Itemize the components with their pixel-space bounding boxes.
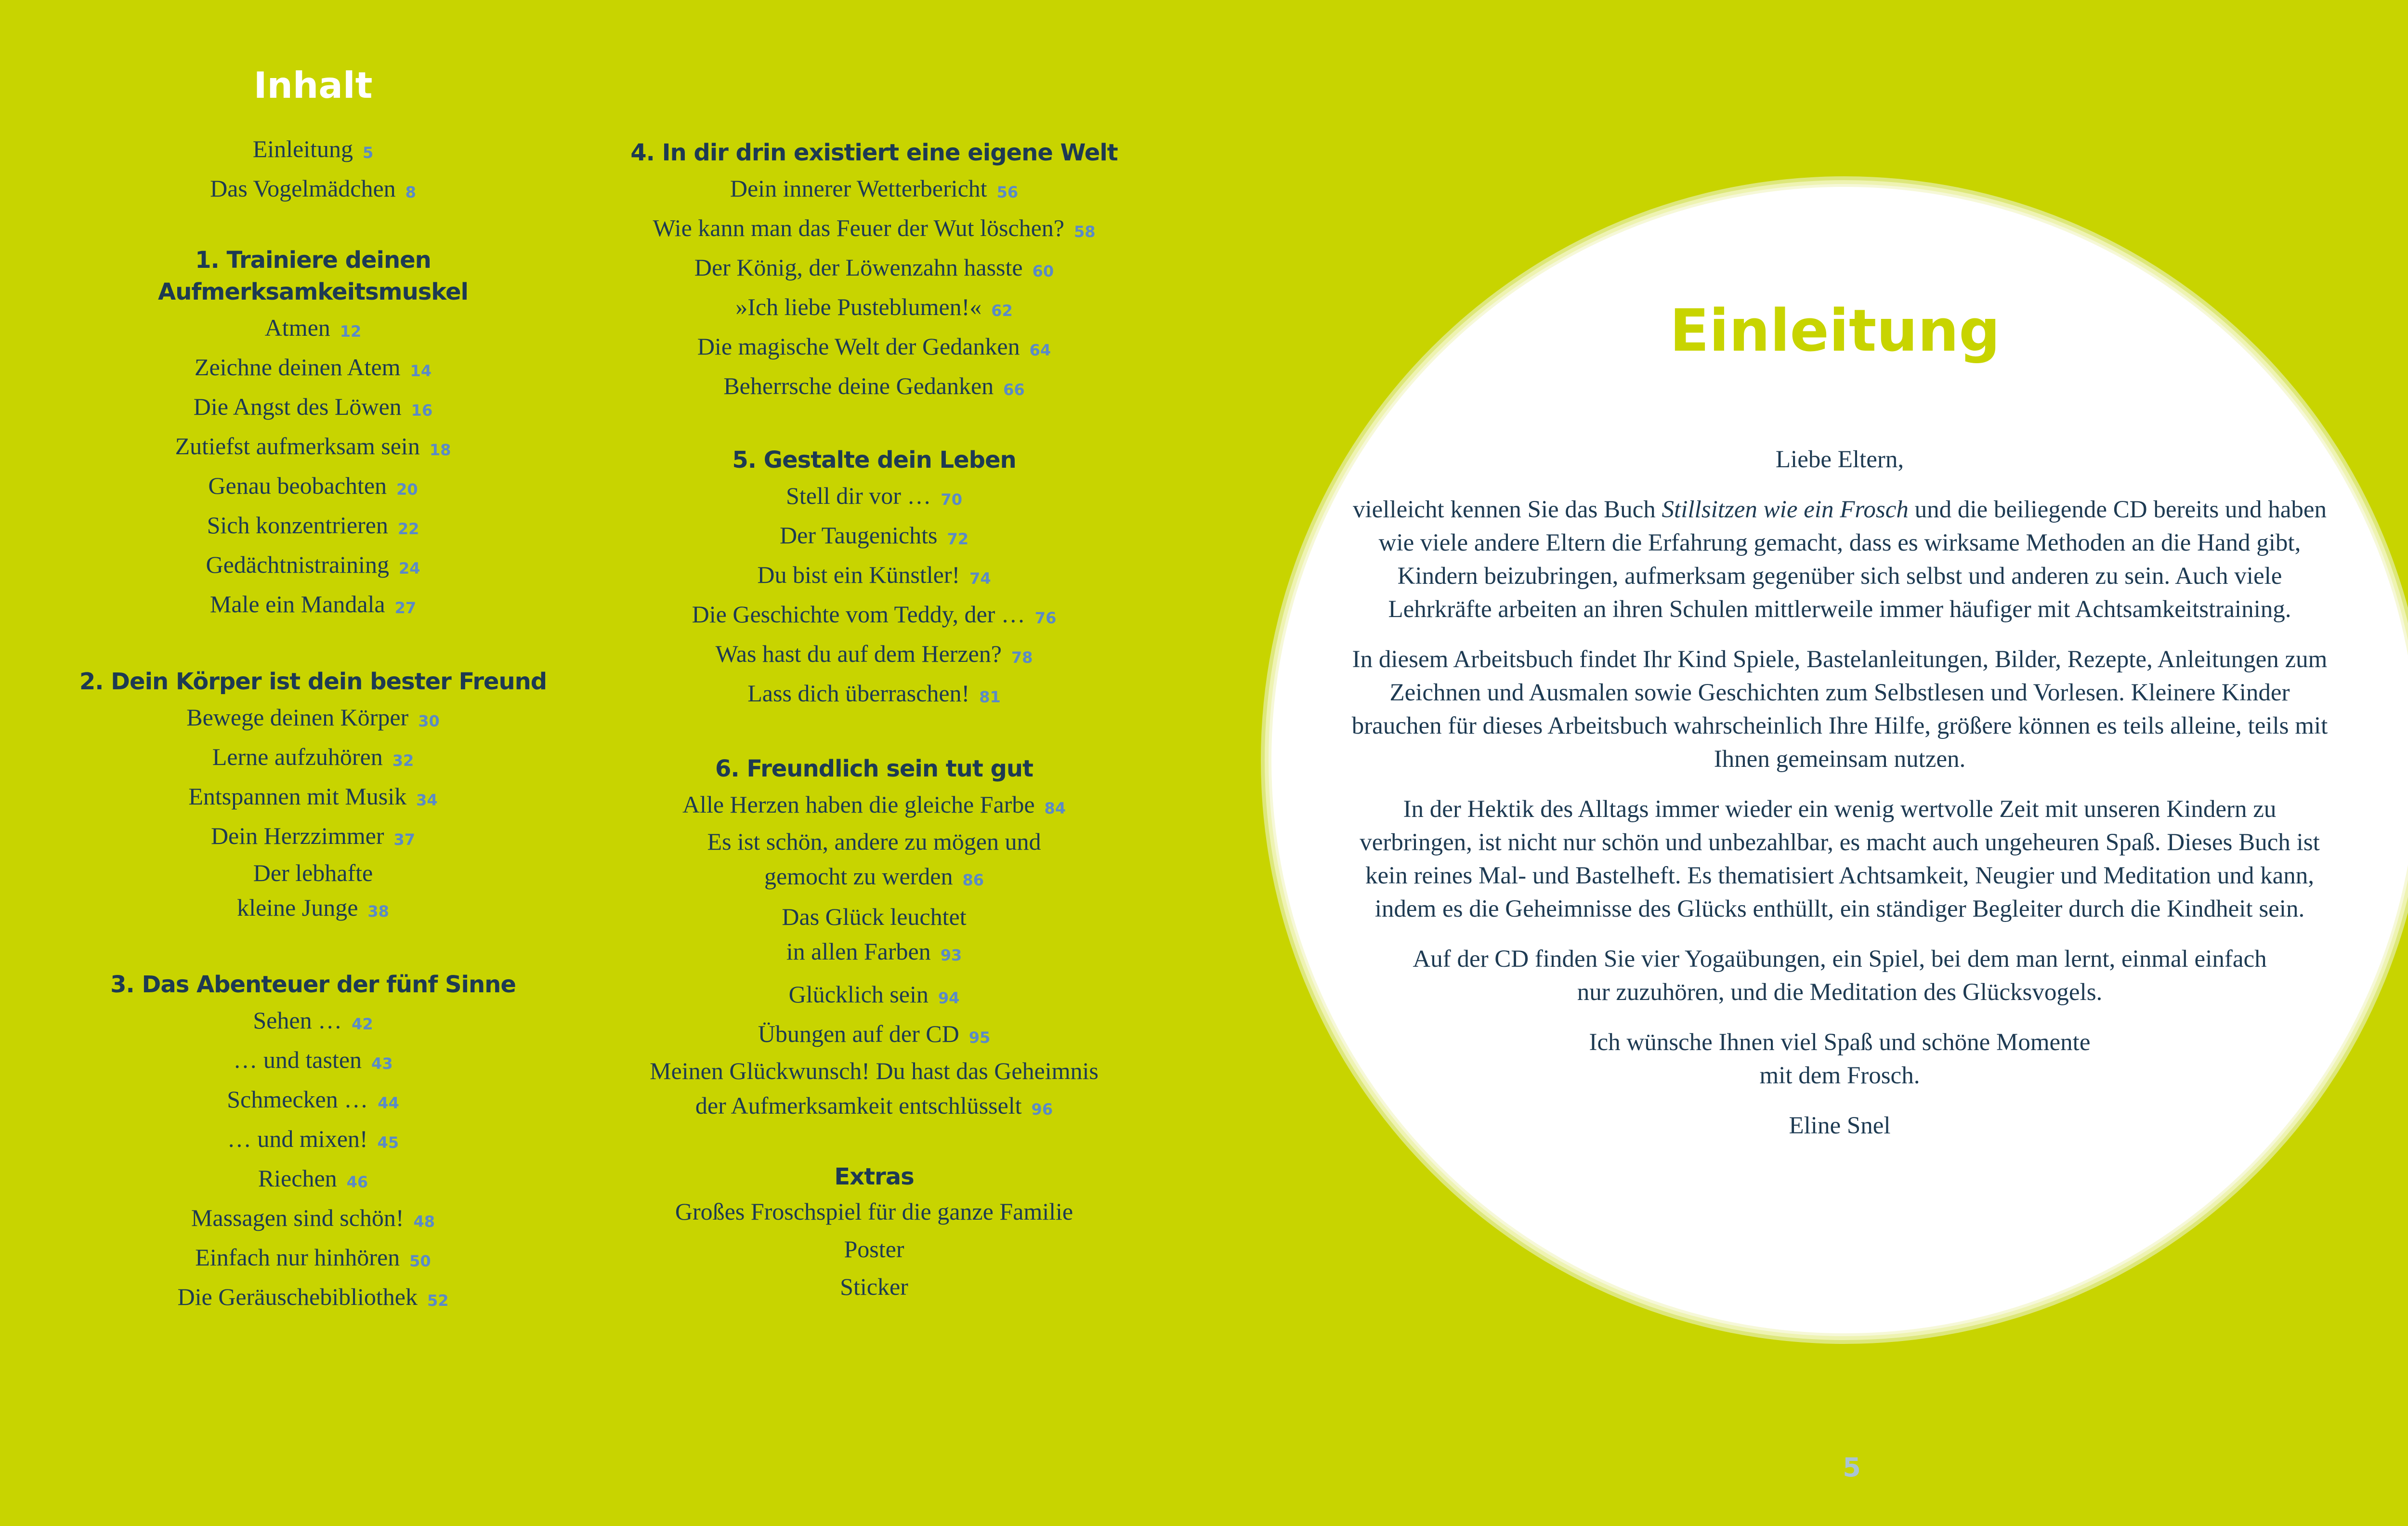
page-ref: 48 (413, 1212, 435, 1231)
toc-entry[interactable]: Entspannen mit Musik 34 (188, 783, 438, 810)
intro-salutation: Liebe Eltern, (1775, 446, 1904, 473)
toc-entry[interactable]: … und mixen! 45 (227, 1125, 399, 1152)
page-ref: 74 (969, 569, 991, 588)
page-ref: 12 (340, 322, 362, 341)
toc-entry[interactable]: Dein Herzzimmer 37 (210, 822, 416, 849)
page-ref: 18 (429, 441, 451, 459)
page-ref: 22 (397, 520, 419, 538)
intro-paragraph: vielleicht kennen Sie das Buch Stillsitzen wie ein Frosch und die beiliegende CD bereits und haben wie viele andere Eltern die Erfahrung gemacht, dass es wirksame Methoden an die Hand gibt, Kindern beizubringen, aufmerksam gegenüber sich selbst und anderen zu sein. Auch viele Lehrkräfte arbeiten an ihren Schulen mittlerweile immer häufiger mit Achtsamkeitstraining. (1352, 496, 2327, 623)
toc-entry[interactable]: Dein innerer Wetterbericht 56 (730, 175, 1019, 202)
toc-entry[interactable]: Die magische Welt der Gedanken 64 (697, 333, 1051, 360)
toc-entry[interactable]: »Ich liebe Pusteblumen!« 62 (735, 293, 1013, 320)
toc-entry[interactable]: Der lebhafte kleine Junge 38 (237, 859, 389, 921)
intro-title: Einleitung (1669, 298, 2001, 365)
intro-paragraph: In der Hektik des Alltags immer wieder ein wenig wertvolle Zeit mit unseren Kindern zu verbringen, ist nicht nur schön und unbezahlbar, es macht auch ungeheuren Spaß. Dieses Buch ist kein reines Mal- und Bastelheft. Es thematisiert Achtsamkeit, Neugier und Meditation und kann, indem es die Geheimnisse des Glücks enthüllt, ein ständiger Begleiter durch die Kindheit sein. (1360, 796, 2320, 922)
page-ref: 56 (996, 183, 1019, 201)
page-ref: 78 (1011, 648, 1033, 667)
toc-entry[interactable]: Die Geräuschebibliothek 52 (177, 1283, 449, 1310)
toc-entry[interactable]: Genau beobachten 20 (208, 472, 418, 499)
page-ref: 66 (1003, 381, 1025, 399)
page-ref: 64 (1029, 341, 1051, 359)
page-ref: 72 (947, 530, 968, 548)
intro-signature: Eline Snel (1789, 1112, 1891, 1139)
toc-entry[interactable]: Riechen 46 (258, 1165, 368, 1192)
toc-entry[interactable]: Sich konzentrieren 22 (207, 512, 419, 539)
page-ref: 30 (418, 712, 440, 730)
section-heading[interactable]: 4. In dir drin existiert eine eigene Welt (630, 139, 1118, 166)
toc-entry[interactable]: Lerne aufzuhören 32 (212, 743, 414, 770)
toc-entry[interactable]: Bewege deinen Körper 30 (186, 704, 440, 731)
toc-section-2 (77, 666, 549, 931)
toc-entry[interactable]: Wie kann man das Feuer der Wut löschen? 58 (653, 214, 1096, 241)
toc-title: Inhalt (253, 64, 373, 106)
page-ref: 94 (938, 989, 960, 1007)
toc-entry[interactable]: Schmecken … 44 (227, 1086, 399, 1113)
toc-entry[interactable]: Zeichne deinen Atem 14 (194, 354, 432, 381)
toc-entry[interactable]: Gedächtnistraining 24 (206, 551, 420, 578)
page-ref: 8 (405, 183, 416, 201)
toc-entry[interactable]: Übungen auf der CD 95 (758, 1020, 991, 1047)
toc-entry[interactable]: Einfach nur hinhören 50 (195, 1244, 431, 1271)
toc-entry[interactable]: Sticker (840, 1273, 908, 1300)
page-ref: 93 (940, 946, 962, 964)
toc-entry[interactable]: Der König, der Löwenzahn hasste 60 (694, 254, 1054, 281)
section-heading[interactable]: 3. Das Abenteuer der fünf Sinne (110, 971, 516, 998)
toc-entry[interactable]: Die Angst des Löwen 16 (193, 393, 433, 420)
toc-entry[interactable]: Glücklich sein 94 (788, 981, 960, 1008)
page-ref: 34 (416, 791, 438, 809)
page-ref: 20 (396, 480, 418, 499)
toc-entry[interactable]: Das Vogelmädchen 8 (210, 175, 416, 202)
toc-entry[interactable]: Male ein Mandala 27 (209, 591, 417, 618)
intro-paragraph: Ich wünsche Ihnen viel Spaß und schöne Momente mit dem Frosch. (1589, 1029, 2091, 1089)
toc-section-4 (609, 137, 1139, 406)
toc-entry[interactable]: Atmen 12 (264, 314, 362, 341)
toc-entry[interactable]: Zutiefst aufmerksam sein 18 (175, 433, 451, 460)
toc-entry[interactable]: Die Geschichte vom Teddy, der … 76 (692, 601, 1057, 628)
toc-intro-entries (77, 129, 549, 208)
page-ref: 50 (409, 1252, 431, 1270)
page-ref: 42 (352, 1015, 373, 1033)
toc-section-6 (609, 753, 1139, 1129)
page-ref: 46 (346, 1173, 368, 1191)
toc-entry[interactable]: Massagen sind schön! 48 (191, 1204, 435, 1231)
page-ref: 16 (411, 401, 433, 420)
toc-entry[interactable]: Einleitung 5 (252, 135, 374, 162)
toc-entry[interactable]: Lass dich überraschen! 81 (747, 680, 1001, 707)
page-ref: 84 (1044, 799, 1066, 817)
page-ref: 32 (392, 751, 414, 770)
toc-entry[interactable]: Beherrsche deine Gedanken 66 (723, 372, 1025, 399)
toc-entry[interactable]: Sehen … 42 (253, 1007, 373, 1034)
toc-entry[interactable]: Es ist schön, andere zu mögen und gemocht zu werden 86 (707, 828, 1041, 890)
toc-section-3 (77, 969, 549, 1316)
toc-section-extras (609, 1161, 1139, 1305)
page-ref: 52 (427, 1291, 449, 1310)
book-title: Stillsitzen wie ein Frosch (1662, 496, 1909, 523)
page-ref: 86 (962, 871, 984, 889)
intro-body (1348, 443, 2331, 1159)
toc-entry[interactable]: Großes Froschspiel für die ganze Familie (675, 1198, 1073, 1225)
page-ref: 27 (394, 599, 417, 617)
intro-paragraph: In diesem Arbeitsbuch findet Ihr Kind Spiele, Bastelanleitungen, Bilder, Rezepte, Anleitungen zum Zeichnen und Ausmalen sowie Geschichten zum Selbstlesen und Vorlesen. Kleinere Kinder brauchen für dieses Arbeitsbuch wahrscheinlich Ihre Hilfe, größere können es teils alleine, teils mit Ihnen gemeinsam nutzen. (1351, 646, 2328, 773)
section-heading[interactable]: 2. Dein Körper ist dein bester Freund (79, 668, 547, 695)
page-ref: 44 (378, 1094, 399, 1112)
toc-entry[interactable]: Das Glück leuchtet in allen Farben 93 (782, 903, 967, 965)
page-ref: 45 (377, 1133, 399, 1152)
toc-entry[interactable]: Stell dir vor … 70 (786, 482, 962, 509)
toc-entry[interactable]: … und tasten 43 (233, 1046, 393, 1073)
toc-entry[interactable]: Was hast du auf dem Herzen? 78 (715, 640, 1033, 667)
toc-entry[interactable]: Meinen Glückwunsch! Du hast das Geheimnis der Aufmerksamkeit entschlüsselt 96 (650, 1057, 1099, 1119)
section-heading[interactable]: Extras (834, 1163, 914, 1190)
toc-section-5 (609, 444, 1139, 713)
page-ref: 43 (371, 1054, 393, 1073)
section-heading[interactable]: 5. Gestalte dein Leben (732, 447, 1016, 474)
page-ref: 38 (367, 902, 389, 921)
page-ref: 5 (363, 144, 374, 162)
section-heading[interactable]: 1. Trainiere deinen Aufmerksamkeitsmuskel (158, 247, 468, 305)
toc-entry[interactable]: Der Taugenichts 72 (780, 522, 968, 549)
page-ref: 76 (1034, 609, 1057, 627)
page-ref: 24 (398, 559, 420, 578)
page-ref: 62 (991, 302, 1013, 320)
page-ref: 37 (393, 830, 416, 849)
page-ref: 95 (968, 1028, 991, 1047)
page-ref: 70 (941, 490, 962, 509)
section-heading[interactable]: 6. Freundlich sein tut gut (715, 755, 1033, 782)
page-ref: 60 (1032, 262, 1054, 280)
toc-entry[interactable]: Alle Herzen haben die gleiche Farbe 84 (682, 791, 1066, 818)
toc-entry[interactable]: Poster (844, 1236, 904, 1263)
page-ref: 81 (979, 688, 1001, 706)
page-ref: 96 (1031, 1100, 1053, 1118)
page-ref: 58 (1073, 223, 1096, 241)
page-number: 5 (1843, 1452, 1861, 1483)
toc-section-1 (77, 244, 549, 624)
page-ref: 14 (410, 362, 432, 380)
intro-paragraph: Auf der CD finden Sie vier Yogaübungen, ein Spiel, bei dem man lernt, einmal einfach nur zuzuhören, und die Meditation des Glücksvogels. (1413, 946, 2267, 1006)
toc-entry[interactable]: Du bist ein Künstler! 74 (757, 561, 991, 588)
